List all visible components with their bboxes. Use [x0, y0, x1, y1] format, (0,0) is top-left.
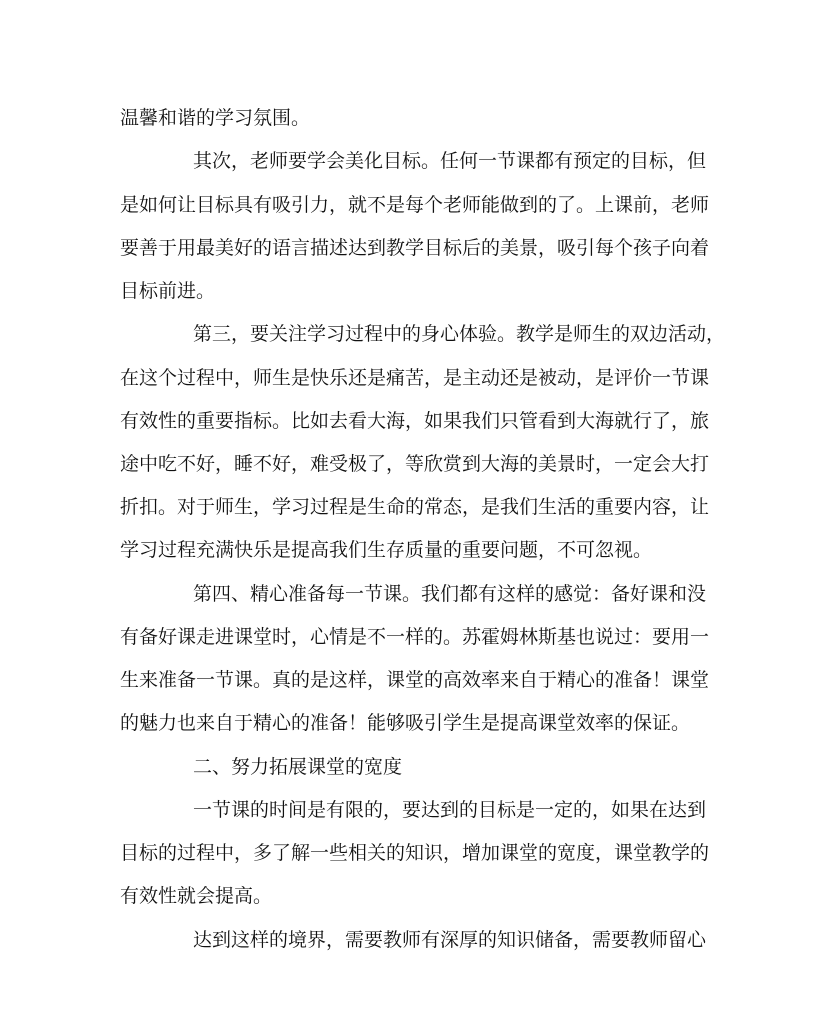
text-line: 折扣。对于师生，学习过程是生命的常态，是我们生活的重要内容，让 — [120, 496, 710, 518]
paragraph-first-line: 第三，要关注学习过程中的身心体验。教学是师生的双边活动， — [193, 323, 726, 345]
paragraph-first-line: 第四、精心准备每一节课。我们都有这样的感觉：备好课和没 — [193, 583, 707, 605]
text-line: 在这个过程中，师生是快乐还是痛苦，是主动还是被动，是评价一节课 — [120, 367, 710, 389]
text-line: 有效性就会提高。 — [120, 885, 273, 907]
text-line: 途中吃不好，睡不好，难受极了，等欣赏到大海的美景时，一定会大打 — [120, 453, 710, 475]
text-line: 温馨和谐的学习氛围。 — [120, 107, 311, 129]
text-line: 有效性的重要指标。比如去看大海，如果我们只管看到大海就行了，旅 — [120, 410, 710, 432]
paragraph-first-line: 其次，老师要学会美化目标。任何一节课都有预定的目标，但 — [193, 150, 707, 172]
paragraph-first-line: 一节课的时间是有限的，要达到的目标是一定的，如果在达到 — [193, 799, 707, 821]
text-line: 有备好课走进课堂时，心情是不一样的。苏霍姆林斯基也说过：要用一 — [120, 626, 710, 648]
text-line: 是如何让目标具有吸引力，就不是每个老师能做到的了。上课前，老师 — [120, 194, 710, 216]
section-heading: 二、努力拓展课堂的宽度 — [193, 756, 403, 778]
text-line: 的魅力也来自于精心的准备！能够吸引学生是提高课堂效率的保证。 — [120, 712, 691, 734]
text-line: 目标的过程中，多了解一些相关的知识，增加课堂的宽度，课堂教学的 — [120, 842, 710, 864]
text-line: 目标前进。 — [120, 280, 216, 302]
text-line: 学习过程充满快乐是提高我们生存质量的重要问题，不可忽视。 — [120, 539, 653, 561]
paragraph-first-line: 达到这样的境界，需要教师有深厚的知识储备，需要教师留心 — [193, 929, 707, 951]
text-line: 生来准备一节课。真的是这样，课堂的高效率来自于精心的准备！课堂 — [120, 669, 710, 691]
text-line: 要善于用最美好的语言描述达到教学目标后的美景，吸引每个孩子向着 — [120, 237, 710, 259]
